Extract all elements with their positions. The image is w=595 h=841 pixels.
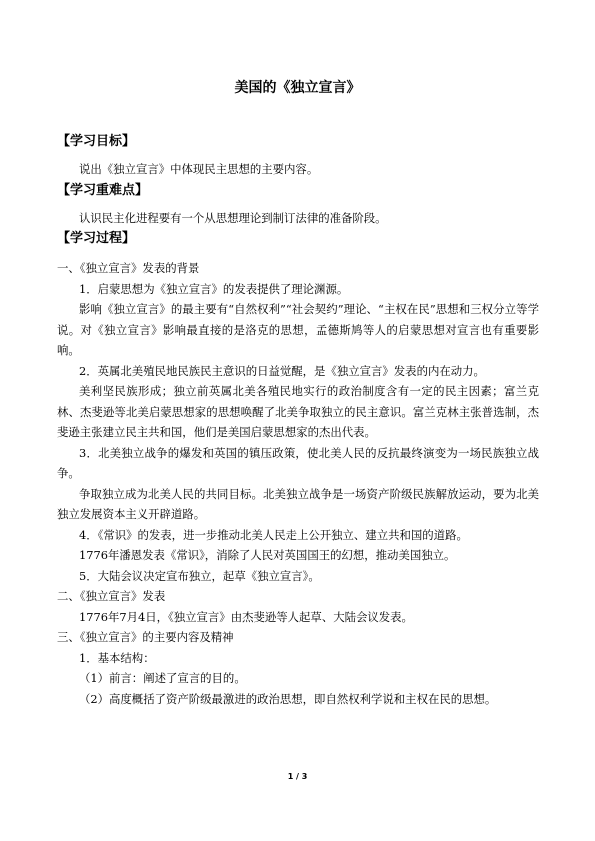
section-3-point-1: 1．基本结构： — [79, 650, 155, 665]
document-body — [57, 131, 539, 709]
section-3-title: 三、《独立宣言》的主要内容及精神 — [57, 630, 234, 644]
key-points-text: 认识民主化进程要有一个从思想理论到制订法律的准备阶段。 — [79, 210, 387, 225]
process-heading: 【学习过程】 — [57, 231, 136, 246]
section-1-para-3: 争取独立成为北美人民的共同目标。北美独立战争是一场资产阶级民族解放运动，要为北美独立发展资本主义开辟道路。 — [57, 486, 539, 521]
section-1-point-3: 3．北美独立战争的爆发和英国的镇压政策，使北美人民的反抗最终演变为一场民族独立战争。 — [57, 445, 539, 480]
section-1-point-1: 1．启蒙思想为《独立宣言》的发表提供了理论渊源。 — [79, 281, 349, 296]
goal-heading: 【学习目标】 — [57, 134, 136, 149]
section-3-sub-2: （2）高度概括了资产阶级最激进的政治思想，即自然权利学说和主权在民的思想。 — [79, 691, 497, 706]
section-1-point-4: 4．《常识》的发表，进一步推动北美人民走上公开独立、建立共和国的道路。 — [79, 527, 468, 542]
section-2-title: 二、《独立宣言》发表 — [57, 589, 166, 603]
page-number: 1 / 3 — [287, 772, 308, 781]
section-3-sub-1: （1）前言：阐述了宣言的目的。 — [79, 671, 246, 685]
section-1-para-2: 美利坚民族形成；独立前英属北美各殖民地实行的政治制度含有一定的民主因素；富兰克林、杰斐逊等北美启蒙思想家的思想唤醒了北美争取独立的民主意识。富兰克林主张普选制，杰斐逊主张建立民主共和国，他们是美国启蒙思想家的杰出代表。 — [57, 384, 539, 439]
section-1-para-4: 1776年潘恩发表《常识》，消除了人民对英国国王的幻想，推动美国独立。 — [79, 548, 456, 562]
key-points-heading: 【学习重难点】 — [57, 182, 149, 198]
section-2-para-1: 1776年7月4日，《独立宣言》由杰斐逊等人起草、大陆会议发表。 — [79, 609, 413, 624]
document-title: 美国的《独立宣言》 — [234, 80, 361, 96]
goal-text: 说出《独立宣言》中体现民主思想的主要内容。 — [79, 162, 319, 176]
section-1-para-1: 影响《独立宣言》的最主要有“自然权利”“社会契约”理论、“主权在民”思想和三权分立等学说。对《独立宣言》影响最直接的是洛克的思想，孟德斯鸠等人的启蒙思想对宣言也有重要影响。 — [57, 302, 539, 357]
section-1-point-5: 5．大陆会议决定宣布独立，起草《独立宣言》。 — [79, 568, 320, 583]
section-1-point-2: 2．英属北美殖民地民族民主意识的日益觉醒，是《独立宣言》发表的内在动力。 — [79, 363, 485, 378]
section-1-title: 一、《独立宣言》发表的背景 — [57, 261, 200, 275]
